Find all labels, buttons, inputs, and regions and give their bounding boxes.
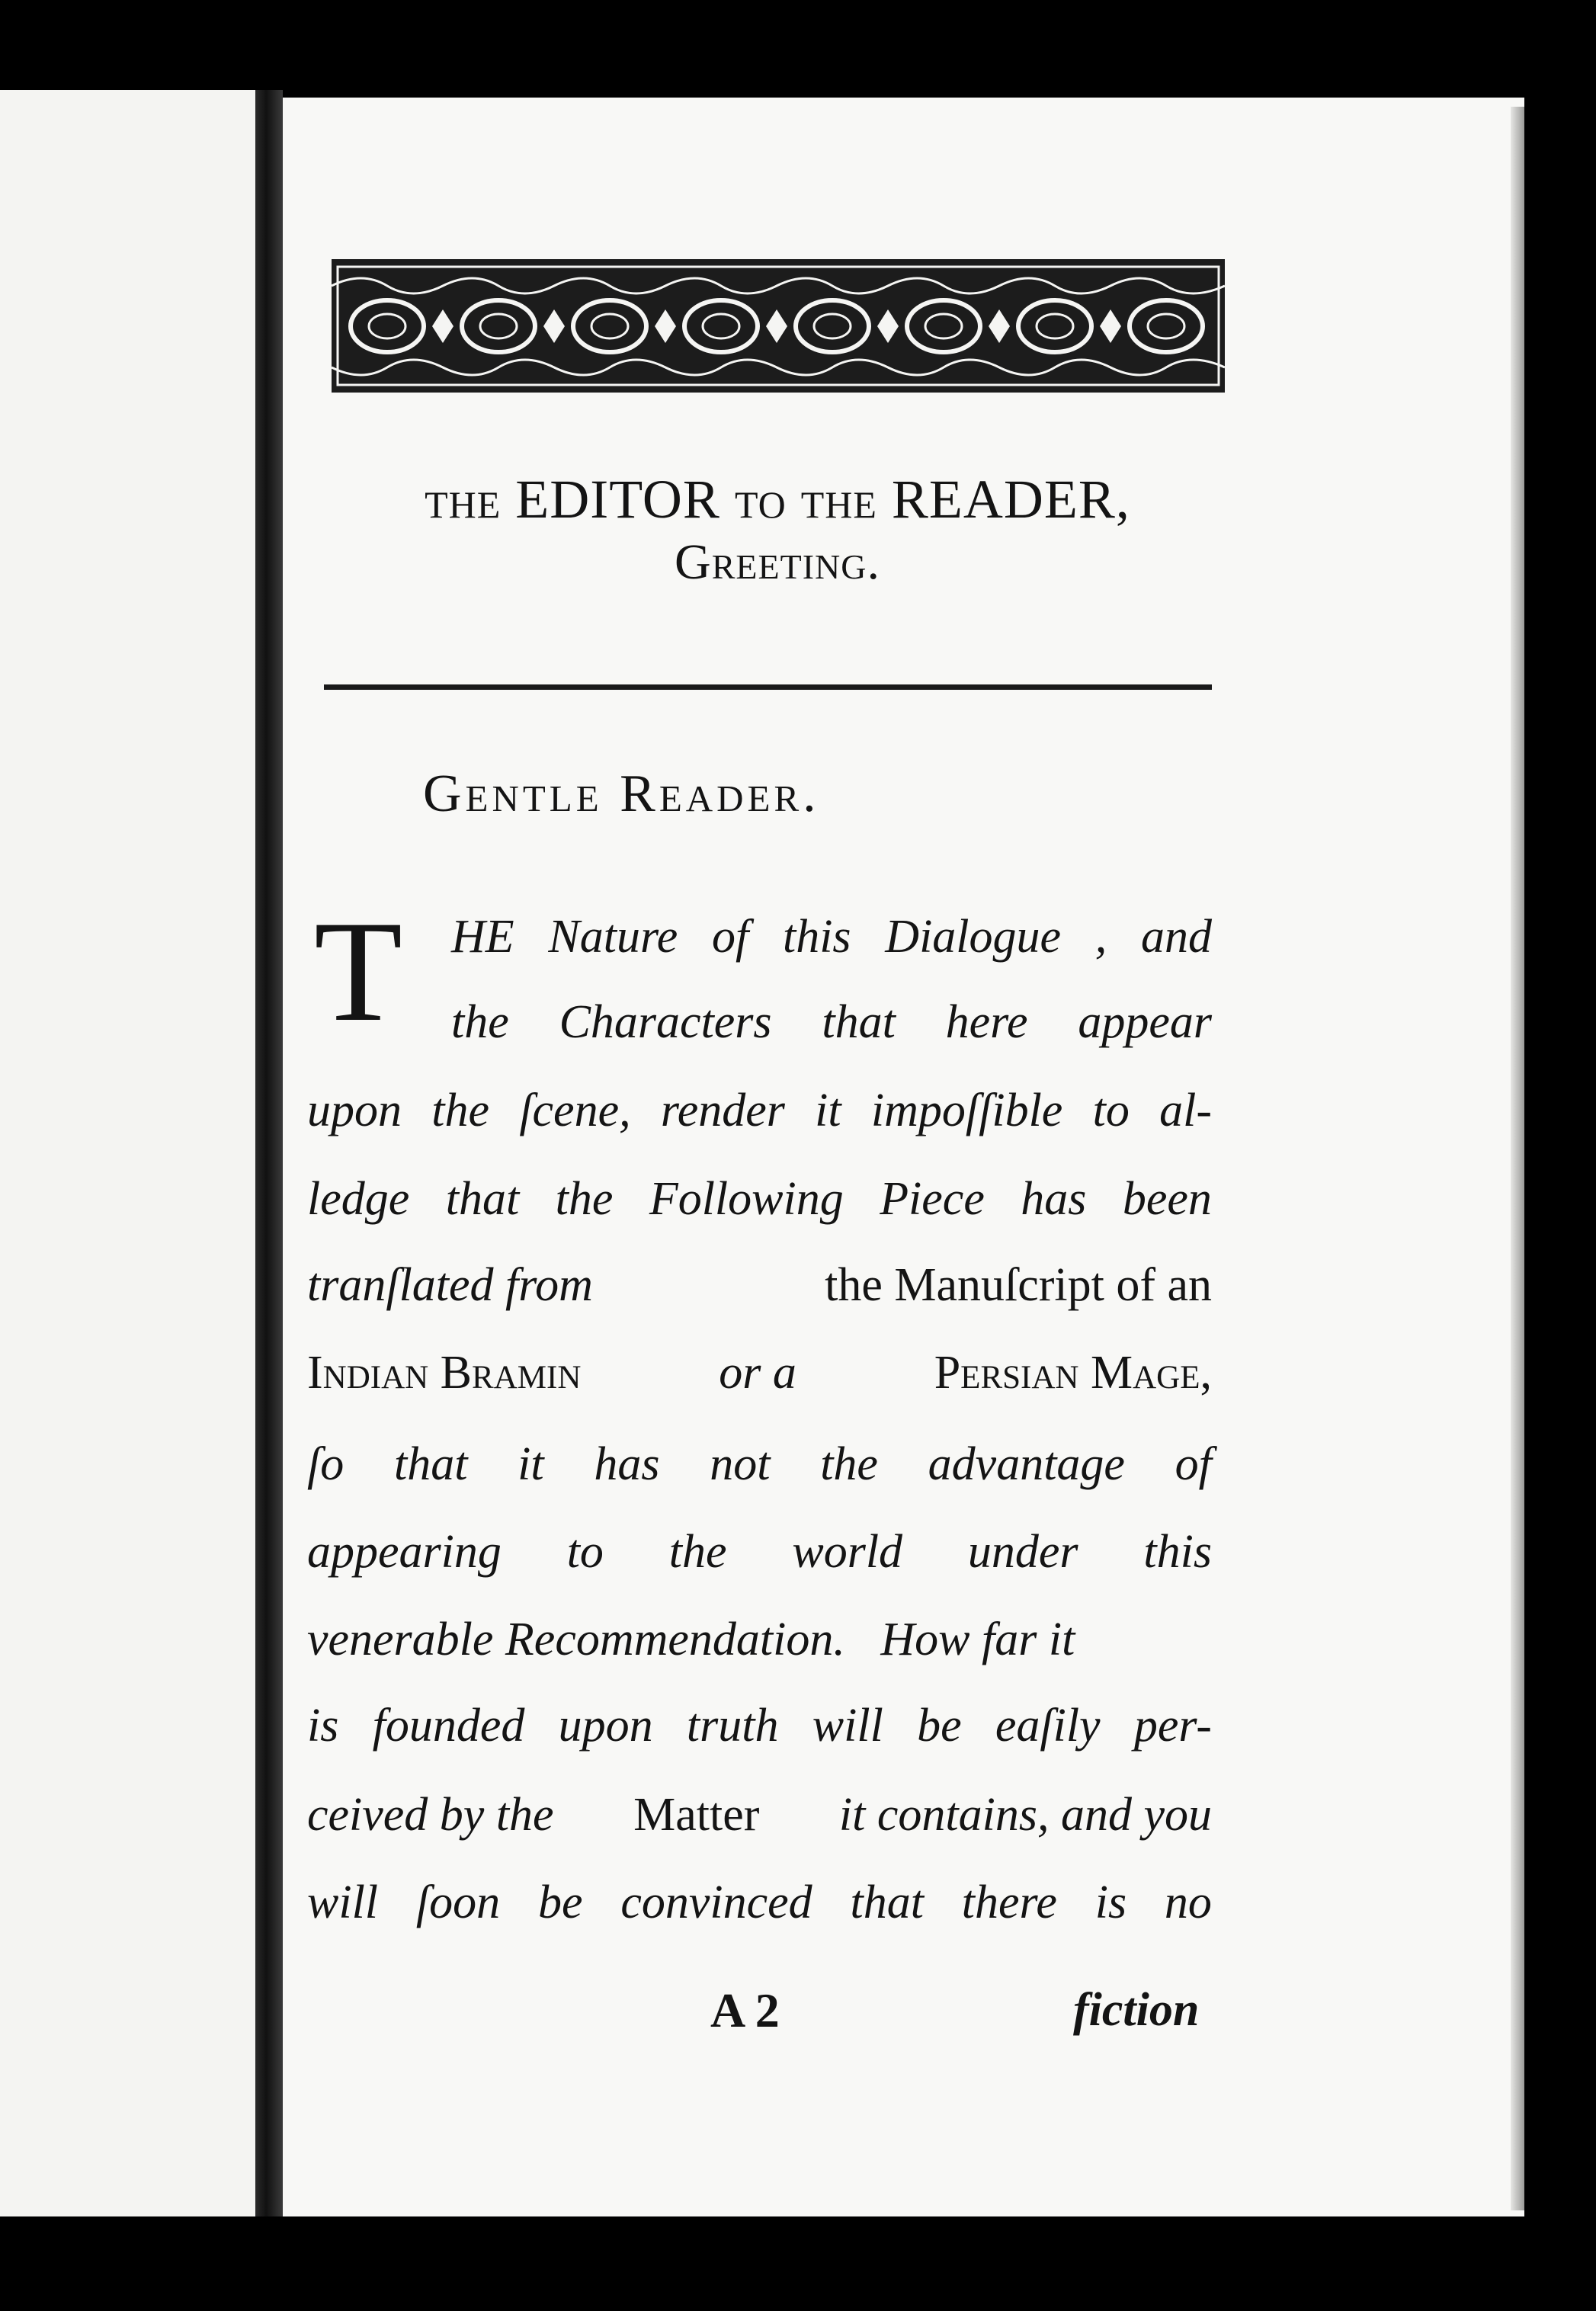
word: ſo bbox=[307, 1438, 345, 1490]
word: that bbox=[445, 1173, 520, 1225]
word: appear bbox=[1078, 996, 1212, 1048]
word: per- bbox=[1133, 1700, 1212, 1752]
word: this bbox=[782, 911, 851, 963]
word: ledge bbox=[307, 1173, 410, 1225]
word: HE bbox=[451, 911, 514, 963]
page-edge bbox=[1511, 107, 1524, 2210]
heading-the-1: THE bbox=[425, 483, 502, 526]
word: it bbox=[518, 1438, 544, 1490]
body-line-9: venerable Recommendation. How far it bbox=[307, 1614, 1075, 1665]
body-line-12 bbox=[307, 1879, 1212, 1926]
heading-to: TO bbox=[734, 483, 787, 526]
italic-phrase: ceived by the bbox=[307, 1789, 554, 1841]
word: of bbox=[1175, 1438, 1212, 1490]
catchword: fiction bbox=[1073, 1984, 1200, 2036]
word: be bbox=[917, 1700, 962, 1752]
word: eaſily bbox=[995, 1700, 1101, 1752]
word: of bbox=[712, 911, 749, 963]
word: will bbox=[307, 1877, 379, 1928]
word: that bbox=[850, 1877, 924, 1928]
word: the bbox=[555, 1173, 614, 1225]
word: is bbox=[307, 1700, 339, 1752]
small-caps-phrase: Indian Bramin bbox=[307, 1347, 582, 1399]
italic-phrase: or a bbox=[719, 1347, 796, 1399]
word: al- bbox=[1159, 1085, 1212, 1136]
word: not bbox=[710, 1438, 771, 1490]
body-line-7 bbox=[307, 1438, 1212, 1490]
roman-word: Matter bbox=[633, 1789, 760, 1841]
word: that bbox=[822, 996, 896, 1048]
word: world bbox=[792, 1526, 903, 1578]
word: be bbox=[537, 1877, 583, 1928]
roman-phrase: the Manuſcript of an bbox=[825, 1259, 1212, 1311]
word: render bbox=[660, 1085, 785, 1136]
word: Nature bbox=[548, 911, 678, 963]
word: founded bbox=[372, 1700, 525, 1752]
word: upon bbox=[307, 1085, 402, 1136]
word: upon bbox=[558, 1700, 653, 1752]
heading-reader: READER, bbox=[891, 469, 1130, 530]
word: has bbox=[1021, 1173, 1087, 1225]
book-gutter bbox=[255, 90, 283, 2216]
word: Piece bbox=[880, 1173, 985, 1225]
word: , bbox=[1094, 911, 1107, 963]
facing-page bbox=[0, 90, 255, 2216]
word: there bbox=[961, 1877, 1057, 1928]
word: convinced bbox=[620, 1877, 812, 1928]
word: the bbox=[820, 1438, 878, 1490]
word: is bbox=[1094, 1877, 1127, 1928]
word: Following bbox=[649, 1173, 844, 1225]
body-line-10 bbox=[307, 1700, 1212, 1752]
word: has bbox=[594, 1438, 660, 1490]
heading-line-2 bbox=[320, 534, 1235, 591]
body-line-5 bbox=[307, 1261, 1212, 1309]
word: will bbox=[812, 1700, 883, 1752]
word: ſoon bbox=[415, 1877, 501, 1928]
heading-the-2: THE bbox=[800, 483, 877, 526]
body-line-1 bbox=[451, 911, 1212, 963]
heading-greeting: Greeting. bbox=[675, 534, 880, 590]
word: and bbox=[1140, 911, 1212, 963]
word: under bbox=[967, 1526, 1078, 1578]
word: the bbox=[451, 996, 509, 1048]
body-line-8 bbox=[307, 1526, 1212, 1578]
word: Characters bbox=[559, 996, 772, 1048]
body-line-6 bbox=[307, 1347, 1212, 1399]
drop-cap: T bbox=[314, 892, 403, 1052]
small-caps-phrase: Persian Mage, bbox=[934, 1347, 1212, 1399]
word: appearing bbox=[307, 1526, 502, 1578]
word: no bbox=[1164, 1877, 1212, 1928]
word: it bbox=[815, 1085, 841, 1136]
word: to bbox=[1092, 1085, 1130, 1136]
body-line-3 bbox=[307, 1087, 1212, 1134]
word: this bbox=[1143, 1526, 1212, 1578]
body-line-11 bbox=[307, 1789, 1212, 1841]
salutation: Gentle Reader. bbox=[423, 764, 820, 823]
heading-line-1 bbox=[320, 468, 1235, 531]
signature-mark: A 2 bbox=[710, 1983, 780, 2037]
word: impoſſible bbox=[870, 1085, 1063, 1136]
word: to bbox=[566, 1526, 604, 1578]
word: advantage bbox=[928, 1438, 1125, 1490]
word: been bbox=[1122, 1173, 1212, 1225]
word: Dialogue bbox=[885, 911, 1062, 963]
italic-phrase: tranſlated from bbox=[307, 1259, 593, 1311]
word: the bbox=[668, 1526, 727, 1578]
word: the bbox=[431, 1085, 490, 1136]
body-line-2 bbox=[451, 998, 1212, 1046]
word: ſcene, bbox=[519, 1085, 631, 1136]
divider-rule bbox=[324, 684, 1212, 690]
word: that bbox=[393, 1438, 468, 1490]
heading-editor: EDITOR bbox=[515, 469, 720, 530]
ornamental-headpiece bbox=[332, 259, 1225, 393]
word: truth bbox=[686, 1700, 779, 1752]
word: here bbox=[945, 996, 1028, 1048]
italic-phrase: it contains, and you bbox=[838, 1789, 1212, 1841]
body-line-4 bbox=[307, 1175, 1212, 1223]
